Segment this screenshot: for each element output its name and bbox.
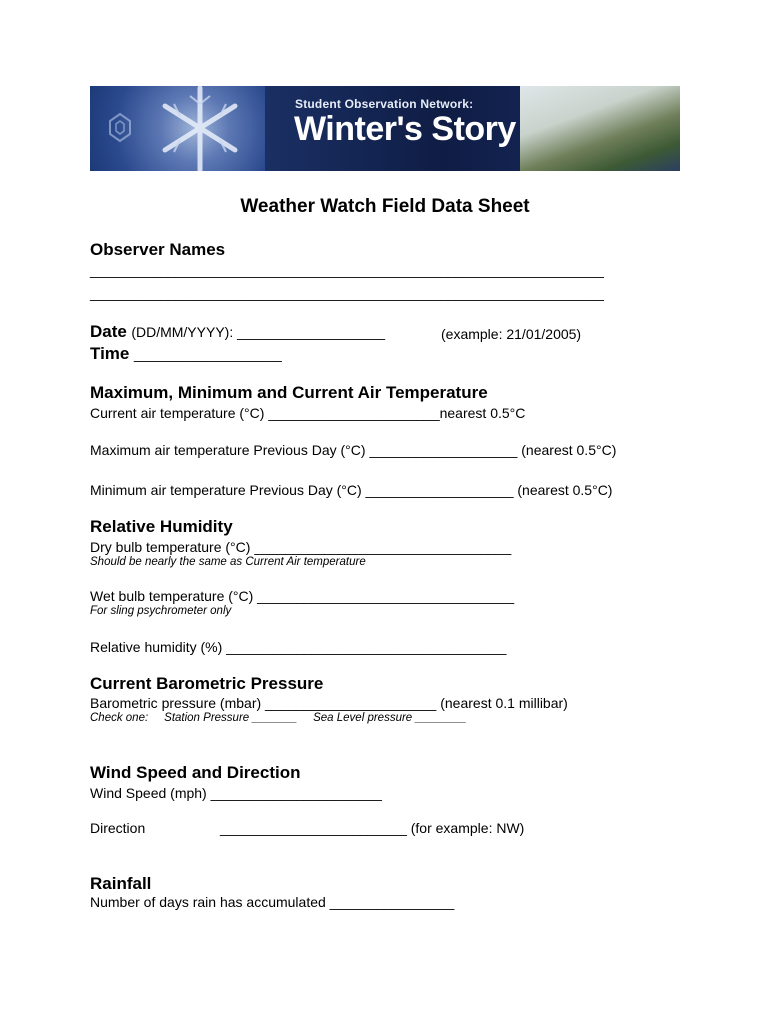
current-air-temperature: Current air temperature (°C) ______________________nearest 0.5°C <box>90 405 526 421</box>
banner-subtitle: Student Observation Network: <box>295 97 474 111</box>
observer-names-heading: Observer Names <box>90 240 226 259</box>
relative-humidity-heading: Relative Humidity <box>90 517 233 536</box>
wind-direction-label: Direction <box>90 820 146 836</box>
date-row <box>90 322 385 342</box>
time-row <box>90 344 282 364</box>
date-label: Date <box>90 322 127 341</box>
rainfall-days: Number of days rain has accumulated ________________ <box>90 894 455 910</box>
snowflake-icon <box>90 86 265 171</box>
dry-bulb-temperature: Dry bulb temperature (°C) _________________________________ <box>90 539 512 555</box>
wind-direction-line: ________________________ (for example: NW) <box>220 820 525 836</box>
time-line: ___________________ <box>133 346 282 362</box>
map-image <box>520 86 680 171</box>
barometric-pressure-line: Barometric pressure (mbar) ______________________ (nearest 0.1 millibar) <box>90 695 568 711</box>
rainfall-heading: Rainfall <box>90 874 152 893</box>
pressure-check-one: Check one: Station Pressure _______ Sea Level pressure ________ <box>90 712 467 724</box>
observer-names-line-2: __________________________________________________________________ <box>90 285 604 301</box>
document-title: Weather Watch Field Data Sheet <box>240 196 530 217</box>
wet-bulb-temperature: Wet bulb temperature (°C) _________________________________ <box>90 588 515 604</box>
wind-speed: Wind Speed (mph) ______________________ <box>90 785 382 801</box>
air-temperature-heading: Maximum, Minimum and Current Air Temperature <box>90 383 488 402</box>
banner-title: Winter's Story <box>294 110 516 148</box>
maximum-air-temperature: Maximum air temperature Previous Day (°C) ___________________ (nearest 0.5°C) <box>90 442 617 458</box>
dry-bulb-note: Should be nearly the same as Current Air temperature <box>90 556 366 568</box>
snowflake-image <box>90 86 265 171</box>
date-format: (DD/MM/YYYY): ___________________ <box>131 324 386 340</box>
relative-humidity-percent: Relative humidity (%) ____________________________________ <box>90 639 507 655</box>
barometric-pressure-heading: Current Barometric Pressure <box>90 674 324 693</box>
observer-names-line-1: __________________________________________________________________ <box>90 262 604 278</box>
wind-heading: Wind Speed and Direction <box>90 763 301 782</box>
minimum-air-temperature: Minimum air temperature Previous Day (°C) ___________________ (nearest 0.5°C) <box>90 482 613 498</box>
wet-bulb-note: For sling psychrometer only <box>90 605 232 617</box>
time-label: Time <box>90 344 130 363</box>
date-example: (example: 21/01/2005) <box>441 326 582 342</box>
header-banner <box>90 86 680 171</box>
